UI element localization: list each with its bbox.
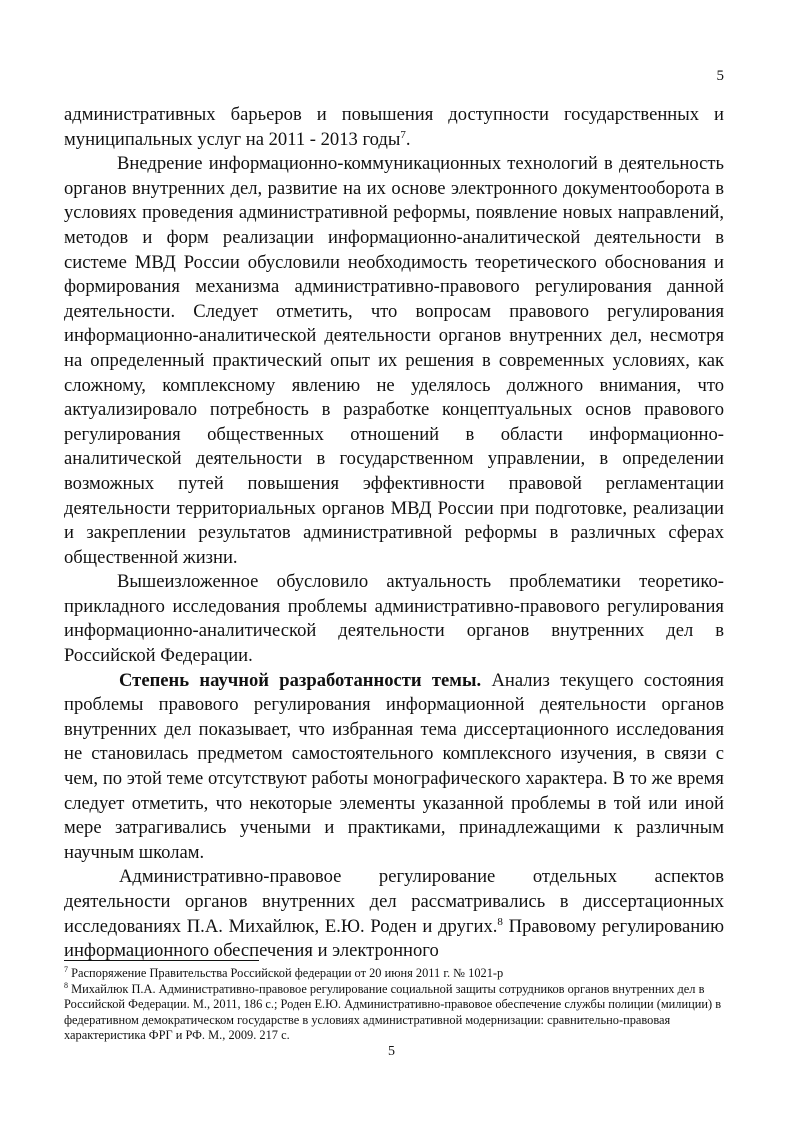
footnote-7-text: Распоряжение Правительства Российской федерации от 20 июня 2011 г. № 1021-р xyxy=(71,966,504,980)
footnote-8 xyxy=(64,982,724,1044)
paragraph-5 xyxy=(64,865,724,963)
footnote-divider xyxy=(64,960,259,961)
paragraph-1-text: административных барьеров и повышения доступности государственных и муниципальных услуг на 2011 - 2013 годы xyxy=(64,104,724,150)
page-number-top: 5 xyxy=(716,68,724,84)
footnote-ref-7[interactable]: 7 xyxy=(400,128,406,141)
paragraph-4-text: Анализ текущего состояния проблемы правового регулирования информационной деятельности органов внутренних дел показывает, что избранная тема диссертационного исследования не становилась предметом самостоятельного комплексного изучения, в связи с чем, по этой теме отсутствуют работы монографического характера. В то же время следует отметить, что некоторые элементы указанной проблемы в той или иной мере затрагивались учеными и практиками, принадлежащими к различным научным школам. xyxy=(64,669,724,863)
paragraph-5-text: Административно-правовое регулирование отдельных аспектов деятельности органов внутренних дел рассматривались в диссертационных исследованиях П.А. Михайлюк, Е.Ю. Роден и других. xyxy=(64,866,724,937)
page-number-bottom: 5 xyxy=(388,1044,395,1059)
section-heading: Степень научной разработанности темы. xyxy=(119,669,482,691)
footnote-8-marker: 8 xyxy=(64,980,68,990)
footnote-7 xyxy=(64,966,724,982)
paragraph-1-end: . xyxy=(405,128,411,150)
footnote-7-marker: 7 xyxy=(64,964,68,974)
body-text xyxy=(64,103,724,964)
paragraph-2: Внедрение информационно-коммуникационных технологий в деятельность органов внутренних дел, развитие на их основе электронного документооборота в условиях проведения административной реформы, появление новых направлений, методов и форм реализации информационно-аналитической деятельности в системе МВД России обусловили необходимость теоретического обоснования и формирования механизма административно-правового регулирования данной деятельности. Следует отметить, что вопросам правового регулирования информационно-аналитической деятельности органов внутренних дел, несмотря на определенный практический опыт их решения в современных условиях, как сложному, комплексному явлению не уделялось должного внимания, что актуализировало потребность в разработке концептуальных основ правового регулирования общественных отношений в области информационно-аналитической деятельности в государственном управлении, в определении возможных путей повышения эффективности правовой регламентации деятельности территориальных органов МВД России при подготовке, реализации и закреплении результатов административной реформы в различных сферах общественной жизни. xyxy=(64,153,724,568)
footnotes xyxy=(64,966,724,1044)
footnote-ref-8[interactable]: 8 xyxy=(497,915,503,928)
paragraph-4 xyxy=(64,669,724,866)
paragraph-3: Вышеизложенное обусловило актуальность проблематики теоретико-прикладного исследования проблемы административно-правового регулирования информационно-аналитической деятельности органов внутренних дел в Российской Федерации. xyxy=(64,571,724,667)
paragraph-1 xyxy=(64,103,724,152)
paragraph-5-end: Правовому регулированию информационного обеспечения и электронного xyxy=(64,915,724,962)
footnote-8-text: Михайлюк П.А. Административно-правовое регулирование социальной защиты сотрудников органов внутренних дел в Российской Федерации. М., 2011, 186 с.; Роден Е.Ю. Административно-правовое обеспечение службы полиции (милиции) в федеративном демократическом государстве в условиях административной модернизации: сравнительно-правовая характеристика ФРГ и РФ. М., 2009. 217 с. xyxy=(64,981,722,1043)
